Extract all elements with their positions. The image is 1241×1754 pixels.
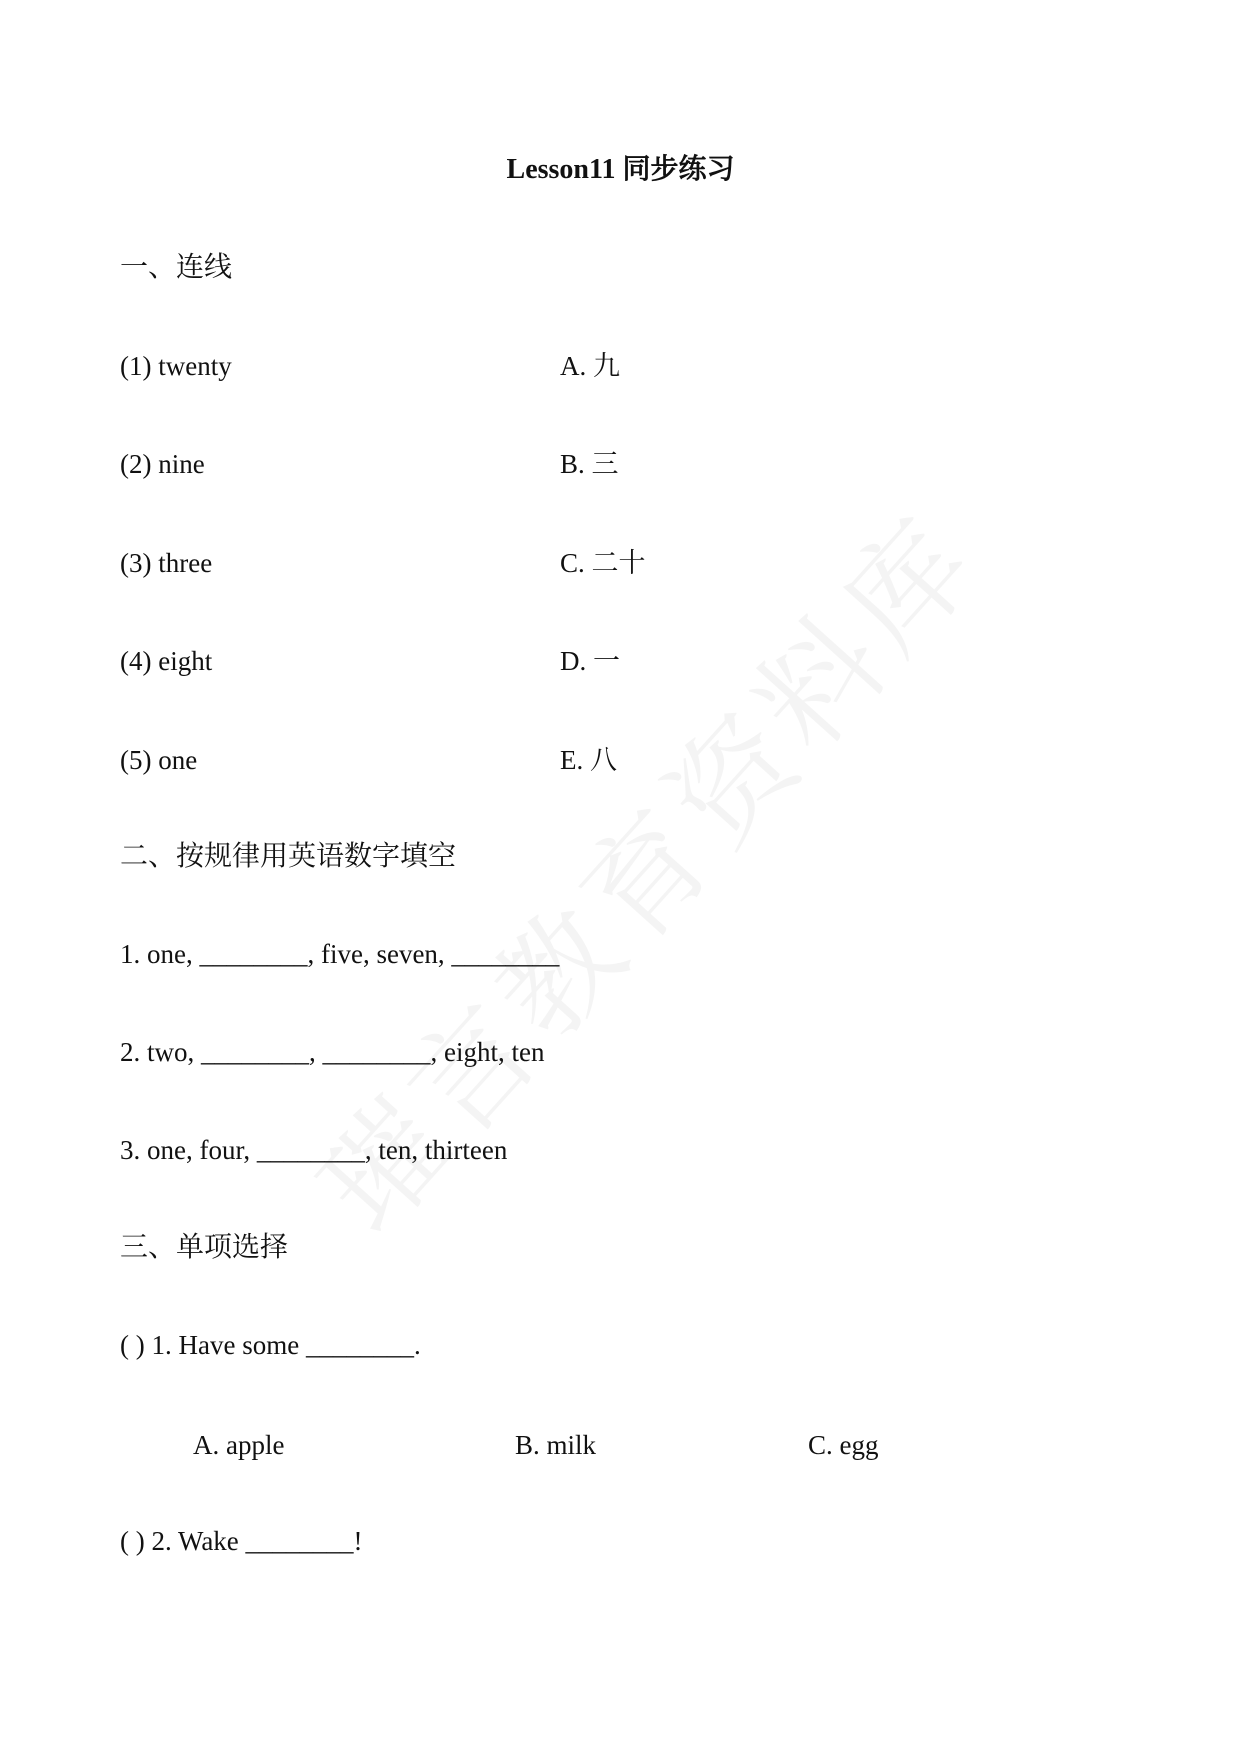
answer-option-c: C. egg (808, 1430, 879, 1460)
fill-in-item: 3. one, four, ________, ten, thirteen (120, 1135, 508, 1165)
matching-option: A. 九 (560, 351, 620, 381)
matching-row (120, 346, 1020, 386)
answer-option-b: B. milk (515, 1430, 597, 1460)
matching-option: B. 三 (560, 449, 619, 479)
matching-option: E. 八 (560, 745, 617, 775)
matching-word: (1) twenty (120, 351, 232, 381)
matching-word: (2) nine (120, 449, 205, 479)
matching-row (120, 444, 1020, 484)
section-heading-multiple-choice: 三、单项选择 (120, 1232, 289, 1263)
matching-row (120, 543, 1020, 583)
matching-option: C. 二十 (560, 548, 646, 578)
section-heading-fill-in: 二、按规律用英语数字填空 (120, 841, 457, 872)
page-title: Lesson11 同步练习 (506, 154, 735, 185)
question-text: ( ) 2. Wake ________! (120, 1526, 363, 1556)
matching-word: (4) eight (120, 646, 213, 676)
matching-word: (3) three (120, 548, 213, 578)
question-text: ( ) 1. Have some ________. (120, 1330, 421, 1360)
answer-options (0, 1425, 1241, 1465)
matching-option: D. 一 (560, 646, 620, 676)
fill-in-item: 1. one, ________, five, seven, ________ (120, 939, 560, 969)
fill-in-item: 2. two, ________, ________, eight, ten (120, 1037, 545, 1067)
matching-word: (5) one (120, 745, 198, 775)
matching-row (120, 740, 1020, 780)
matching-row (120, 641, 1020, 681)
section-heading-matching: 一、连线 (120, 252, 233, 283)
answer-option-a: A. apple (193, 1430, 285, 1460)
